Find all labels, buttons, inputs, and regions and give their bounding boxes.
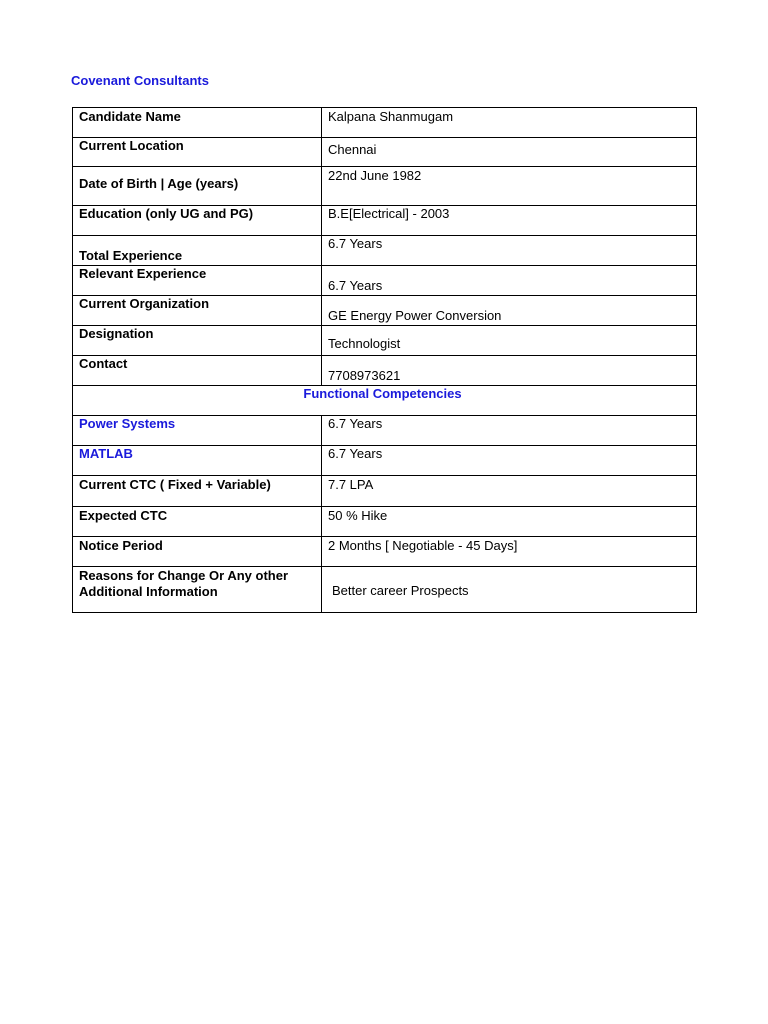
- value-date-of-birth: 22nd June 1982: [322, 167, 697, 206]
- value-current-organization: GE Energy Power Conversion: [322, 296, 697, 326]
- label-relevant-experience: Relevant Experience: [73, 266, 322, 296]
- label-current-location: Current Location: [73, 138, 322, 167]
- value-contact: 7708973621: [322, 356, 697, 386]
- value-education: B.E[Electrical] - 2003: [322, 206, 697, 236]
- label-total-experience: Total Experience: [73, 236, 322, 266]
- candidate-table: [72, 107, 697, 613]
- table-row: [73, 138, 697, 167]
- value-current-ctc: 7.7 LPA: [322, 476, 697, 507]
- label-current-ctc: Current CTC ( Fixed + Variable): [73, 476, 322, 507]
- table-row: [73, 446, 697, 476]
- label-current-organization: Current Organization: [73, 296, 322, 326]
- table-row: [73, 266, 697, 296]
- label-designation: Designation: [73, 326, 322, 356]
- label-education: Education (only UG and PG): [73, 206, 322, 236]
- table-row: [73, 326, 697, 356]
- label-notice-period: Notice Period: [73, 537, 322, 567]
- table-row: [73, 108, 697, 138]
- value-relevant-experience: 6.7 Years: [322, 266, 697, 296]
- table-row: [73, 236, 697, 266]
- section-title-functional-competencies: Functional Competencies: [73, 386, 697, 416]
- label-matlab: MATLAB: [73, 446, 322, 476]
- table-row: [73, 507, 697, 537]
- table-row: [73, 167, 697, 206]
- label-expected-ctc: Expected CTC: [73, 507, 322, 537]
- value-total-experience: 6.7 Years: [322, 236, 697, 266]
- label-reasons-for-change: Reasons for Change Or Any other Additional Information: [73, 567, 322, 613]
- label-date-of-birth: Date of Birth | Age (years): [73, 167, 322, 206]
- section-row: [73, 386, 697, 416]
- value-notice-period: 2 Months [ Negotiable - 45 Days]: [322, 537, 697, 567]
- table-row: [73, 537, 697, 567]
- table-row: [73, 476, 697, 507]
- value-matlab: 6.7 Years: [322, 446, 697, 476]
- table-row: [73, 416, 697, 446]
- value-expected-ctc: 50 % Hike: [322, 507, 697, 537]
- table-row: [73, 296, 697, 326]
- company-heading: Covenant Consultants: [71, 73, 209, 88]
- label-candidate-name: Candidate Name: [73, 108, 322, 138]
- table-row: [73, 567, 697, 613]
- label-contact: Contact: [73, 356, 322, 386]
- table-row: [73, 206, 697, 236]
- value-current-location: Chennai: [322, 138, 697, 167]
- value-reasons-for-change: Better career Prospects: [322, 567, 697, 613]
- value-power-systems: 6.7 Years: [322, 416, 697, 446]
- value-designation: Technologist: [322, 326, 697, 356]
- table-row: [73, 356, 697, 386]
- label-power-systems: Power Systems: [73, 416, 322, 446]
- value-candidate-name: Kalpana Shanmugam: [322, 108, 697, 138]
